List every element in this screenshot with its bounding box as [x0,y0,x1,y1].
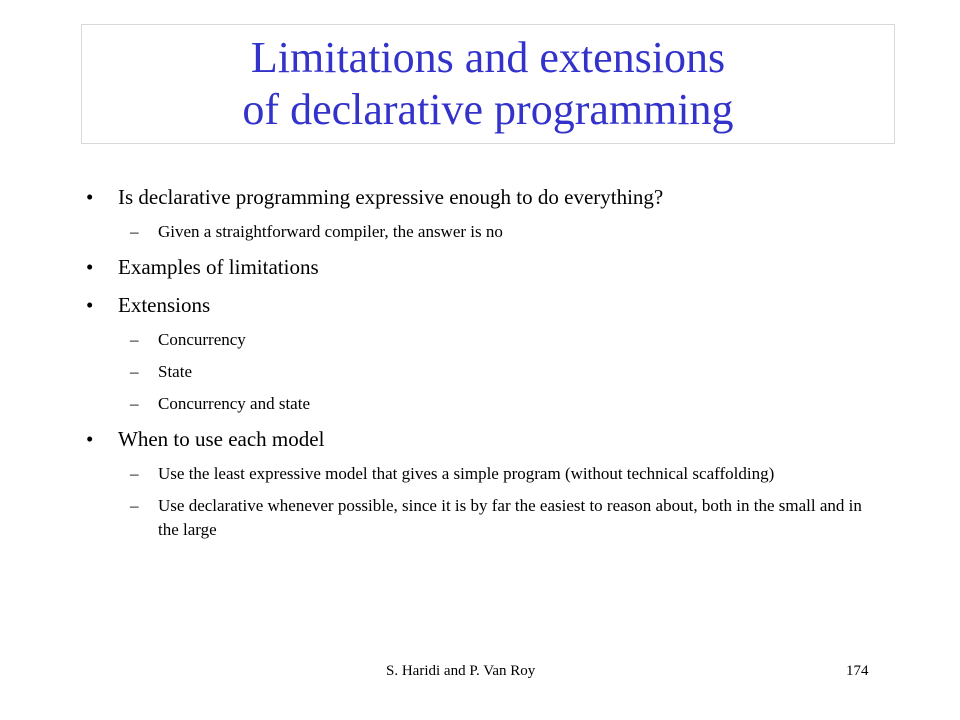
sub-bullet-text: Concurrency [158,330,246,349]
sub-bullet-text: Concurrency and state [158,394,310,413]
bullet-item [86,182,886,212]
title-line-2: of declarative programming [242,85,734,134]
sub-bullet-text: State [158,362,192,381]
bullet-text: Examples of limitations [118,255,319,279]
dash-marker: – [130,362,139,381]
sub-bullet-item [86,392,886,416]
bullet-item [86,290,886,320]
bullet-text: Extensions [118,293,211,317]
bullet-marker: • [86,427,94,451]
bullet-text: Is declarative programming expressive enough to do everything? [118,185,664,209]
page-number: 174 [846,663,869,679]
bullet-text: When to use each model [118,427,325,451]
sub-bullet-item [86,328,886,352]
title-box [81,24,895,144]
dash-marker: – [130,464,139,483]
sub-bullet-item [86,360,886,384]
sub-bullet-text: Given a straightforward compiler, the answer is no [158,222,503,241]
title-line-1: Limitations and extensions [250,33,726,82]
bullet-marker: • [86,185,94,209]
bullet-marker: • [86,293,94,317]
sub-bullet-item [86,494,886,542]
bullet-list [86,182,886,550]
bullet-item [86,252,886,282]
footer-author: S. Haridi and P. Van Roy [386,663,536,679]
bullet-marker: • [86,255,94,279]
dash-marker: – [130,394,139,413]
sub-bullet-item [86,462,886,486]
dash-marker: – [130,222,139,241]
sub-bullet-text: Use declarative whenever possible, since it is by far the easiest to reason about, both in the small and in the large [158,496,862,539]
sub-bullet-item [86,220,886,244]
dash-marker: – [130,496,139,515]
dash-marker: – [130,330,139,349]
bullet-item [86,424,886,454]
sub-bullet-text: Use the least expressive model that gives a simple program (without technical scaffolding) [158,464,775,483]
